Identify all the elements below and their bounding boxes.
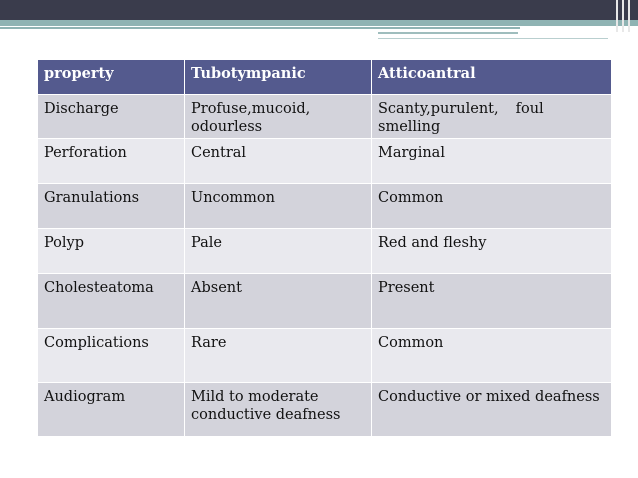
property-cell: Granulations: [38, 184, 185, 229]
atticoantral-cell: Marginal: [372, 139, 612, 184]
tubotympanic-cell: Pale: [185, 229, 372, 274]
table-row: [38, 184, 612, 229]
cell-text-part: foul smelling: [378, 101, 544, 135]
table-row: [38, 274, 612, 329]
banner-rule: [0, 27, 520, 29]
atticoantral-cell: [372, 95, 612, 139]
column-header: Atticoantral: [372, 60, 612, 95]
cell-text-line: odourless: [191, 119, 263, 135]
property-cell: Perforation: [38, 139, 185, 184]
cell-text-part: Scanty,purulent,: [378, 101, 499, 117]
banner-divider: [622, 0, 624, 32]
table-row: [38, 383, 612, 437]
property-cell: Complications: [38, 329, 185, 383]
banner-dark-band: [0, 0, 638, 20]
tubotympanic-cell: Uncommon: [185, 184, 372, 229]
atticoantral-cell: Common: [372, 184, 612, 229]
banner-teal-band: [0, 20, 638, 26]
slide-banner: [0, 0, 638, 44]
banner-rule: [378, 32, 518, 34]
tubotympanic-cell: Rare: [185, 329, 372, 383]
tubotympanic-cell: [185, 95, 372, 139]
atticoantral-cell: Red and fleshy: [372, 229, 612, 274]
tubotympanic-cell: Central: [185, 139, 372, 184]
banner-divider: [616, 0, 618, 32]
table-header-row: [38, 60, 612, 95]
table-row: [38, 229, 612, 274]
column-header: property: [38, 60, 185, 95]
atticoantral-cell: Conductive or mixed deafness: [372, 383, 612, 437]
property-cell: Cholesteatoma: [38, 274, 185, 329]
property-cell: Audiogram: [38, 383, 185, 437]
atticoantral-cell: Common: [372, 329, 612, 383]
property-cell: Polyp: [38, 229, 185, 274]
column-header: Tubotympanic: [185, 60, 372, 95]
table-row: [38, 139, 612, 184]
cell-text-line: conductive deafness: [191, 407, 341, 423]
comparison-table: [37, 59, 612, 437]
cell-text-line: Mild to moderate: [191, 389, 319, 405]
cell-text-line: Profuse,mucoid,: [191, 101, 311, 117]
property-cell: Discharge: [38, 95, 185, 139]
table-row: [38, 329, 612, 383]
table-row: [38, 95, 612, 139]
atticoantral-cell: Present: [372, 274, 612, 329]
banner-divider: [628, 0, 630, 32]
tubotympanic-cell: Absent: [185, 274, 372, 329]
banner-rule: [378, 38, 608, 39]
tubotympanic-cell: [185, 383, 372, 437]
